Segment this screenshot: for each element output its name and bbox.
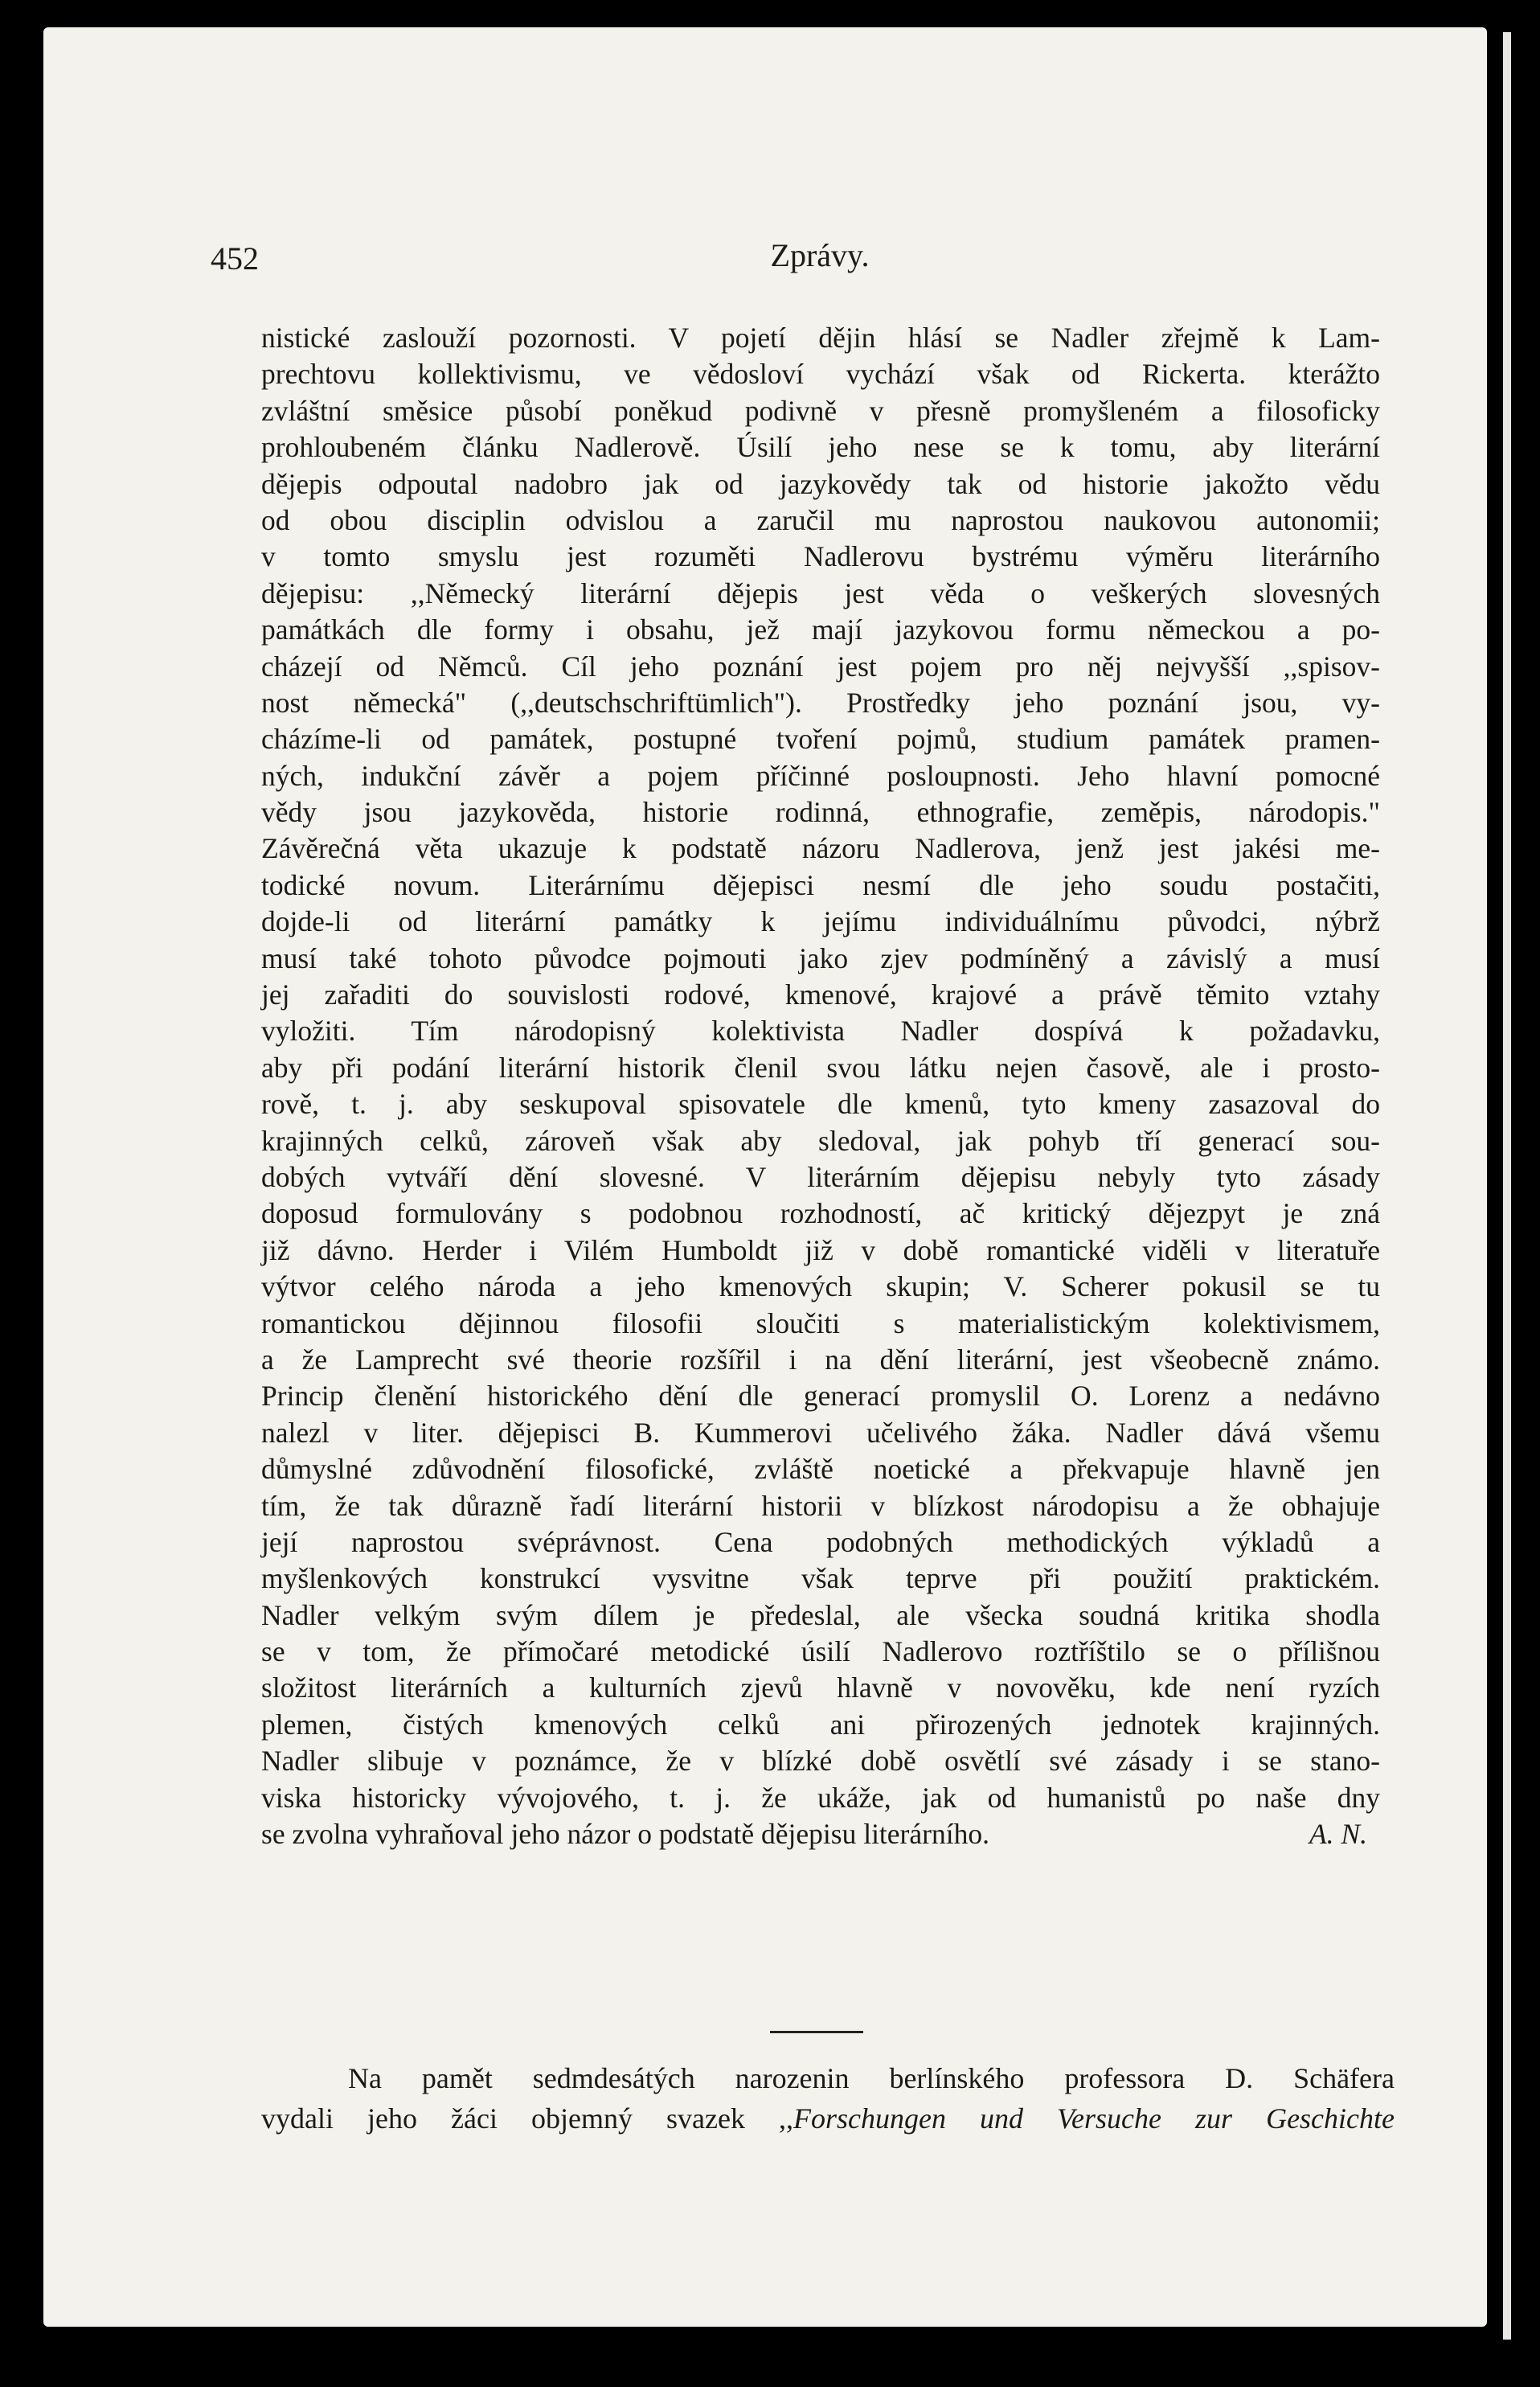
text-line: důmyslné zdůvodnění filosofické, zvláště noetické a překvapuje hlavně jen	[261, 1453, 1380, 1486]
text-line: od obou disciplin odvislou a zaručil mu naprostou naukovou autonomii;	[261, 503, 1380, 536]
text-line: todické novum. Literárnímu dějepisci nesmí dle jeho soudu postačiti,	[261, 868, 1380, 901]
text-line: již dávno. Herder i Vilém Humboldt již v době romantické viděli v literatuře	[261, 1233, 1380, 1266]
text-line: romantickou dějinnou filosofii sloučiti s materialistickým kolektivismem,	[261, 1306, 1380, 1339]
text-line: aby při podání literární historik členil svou látku nejen časově, ale i prosto-	[261, 1051, 1380, 1084]
text-fragment: se zvolna vyhraňoval jeho názor o podstatě dějepisu literárního.	[261, 1818, 989, 1851]
text-line: prohloubeném článku Nadlerově. Úsilí jeho nese se k tomu, aby literární	[261, 431, 1380, 464]
text-line: její naprostou svéprávnost. Cena podobných methodických výkladů a	[261, 1525, 1380, 1558]
text-line: památkách dle formy i obsahu, jež mají jazykovou formu německou a po-	[261, 613, 1380, 646]
text-line: se v tom, že přímočaré metodické úsilí Nadlerovo roztříštilo se o přílišnou	[261, 1635, 1380, 1668]
text-line	[261, 1816, 1380, 1852]
text-line: nalezl v liter. dějepisci B. Kummerovi učelivého žáka. Nadler dává všemu	[261, 1416, 1380, 1449]
text-line: Princip členění historického dění dle generací promyslil O. Lorenz a nedávno	[261, 1380, 1380, 1413]
text-line: krajinných celků, zároveň však aby sledoval, jak pohyb tří generací sou-	[261, 1124, 1380, 1157]
text-line: dobých vytváří dění slovesné. V literárním dějepisu nebyly tyto zásady	[261, 1160, 1380, 1193]
text-line: rově, t. j. aby seskupoval spisovatele dle kmenů, tyto kmeny zasazoval do	[261, 1088, 1380, 1121]
section-divider	[770, 2031, 863, 2033]
text-line: tím, že tak důrazně řadí literární historii v blízkost národopisu a že obhajuje	[261, 1489, 1380, 1522]
text-line	[261, 2098, 1395, 2139]
text-line: složitost literárních a kulturních zjevů hlavně v novověku, kde není ryzích	[261, 1671, 1380, 1704]
text-line: dějepisu: ,,Německý literární dějepis jest věda o veškerých slovesných	[261, 576, 1380, 609]
text-line: vyložiti. Tím národopisný kolektivista Nadler dospívá k požadavku,	[261, 1015, 1380, 1048]
text-line: dojde-li od literární památky k jejímu individuálnímu původci, nýbrž	[261, 905, 1380, 938]
text-line: jej zařaditi do souvislosti rodové, kmenové, krajové a právě těmito vztahy	[261, 978, 1380, 1011]
text-line: zvláštní směsice působí poněkud podivně v přesně promyšleném a filosoficky	[261, 394, 1380, 427]
text-line: nost německá" (,,deutschschriftümlich"). Prostředky jeho poznání jsou, vy-	[261, 686, 1380, 719]
page-number: 452	[211, 240, 259, 277]
book-title: Forschungen und Versuche zur Geschichte	[793, 2102, 1395, 2135]
text-line: ných, indukční závěr a pojem příčinné posloupnosti. Jeho hlavní pomocné	[261, 759, 1380, 792]
text-line: myšlenkových konstrukcí vysvitne však teprve při použití praktickém.	[261, 1562, 1380, 1595]
text-line: dějepis odpoutal nadobro jak od jazykovědy tak od historie jakožto vědu	[261, 467, 1380, 500]
text-line: Nadler velkým svým dílem je předeslal, ale všecka soudná kritika shodla	[261, 1598, 1380, 1631]
text-line: doposud formulovány s podobnou rozhodností, ač kritický dějezpyt je zná	[261, 1197, 1380, 1230]
text-line: plemen, čistých kmenových celků ani přirozených jednotek krajinných.	[261, 1708, 1380, 1741]
page-edge	[1503, 32, 1511, 2340]
author-signature: A. N.	[1309, 1818, 1367, 1851]
text-fragment: vydali jeho žáci objemný svazek ,,	[261, 2102, 793, 2135]
text-line: v tomto smyslu jest rozuměti Nadlerovu bystrému výměru literárního	[261, 540, 1380, 573]
text-line: cházejí od Němců. Cíl jeho poznání jest pojem pro něj nejvyšší ,,spisov-	[261, 650, 1380, 683]
running-head: Zprávy.	[770, 237, 870, 273]
text-line: musí také tohoto původce pojmouti jako zjev podmíněný a závislý a musí	[261, 941, 1380, 974]
next-article	[261, 2058, 1395, 2139]
text-line: Závěrečná věta ukazuje k podstatě názoru Nadlerova, jenž jest jakési me-	[261, 832, 1380, 865]
text-line: a že Lamprecht své theorie rozšířil i na dění literární, jest všeobecně známo.	[261, 1343, 1380, 1376]
text-line: vědy jsou jazykověda, historie rodinná, ethnografie, zeměpis, národopis."	[261, 796, 1380, 829]
text-line: Na pamět sedmdesátých narozenin berlínského professora D. Schäfera	[348, 2062, 1395, 2094]
text-line: cházíme-li od památek, postupné tvoření pojmů, studium památek pramen-	[261, 723, 1380, 756]
text-line: prechtovu kollektivismu, ve vědosloví vychází však od Rickerta. kterážto	[261, 358, 1380, 391]
text-line: výtvor celého národa a jeho kmenových skupin; V. Scherer pokusil se tu	[261, 1270, 1380, 1303]
article-body	[261, 320, 1380, 1852]
text-line: viska historicky vývojového, t. j. že ukáže, jak od humanistů po naše dny	[261, 1781, 1380, 1814]
text-line: Nadler slibuje v poznámce, že v blízké době osvětlí své zásady i se stano-	[261, 1745, 1380, 1778]
text-line: nistické zaslouží pozornosti. V pojetí dějin hlásí se Nadler zřejmě k Lam-	[261, 322, 1380, 354]
